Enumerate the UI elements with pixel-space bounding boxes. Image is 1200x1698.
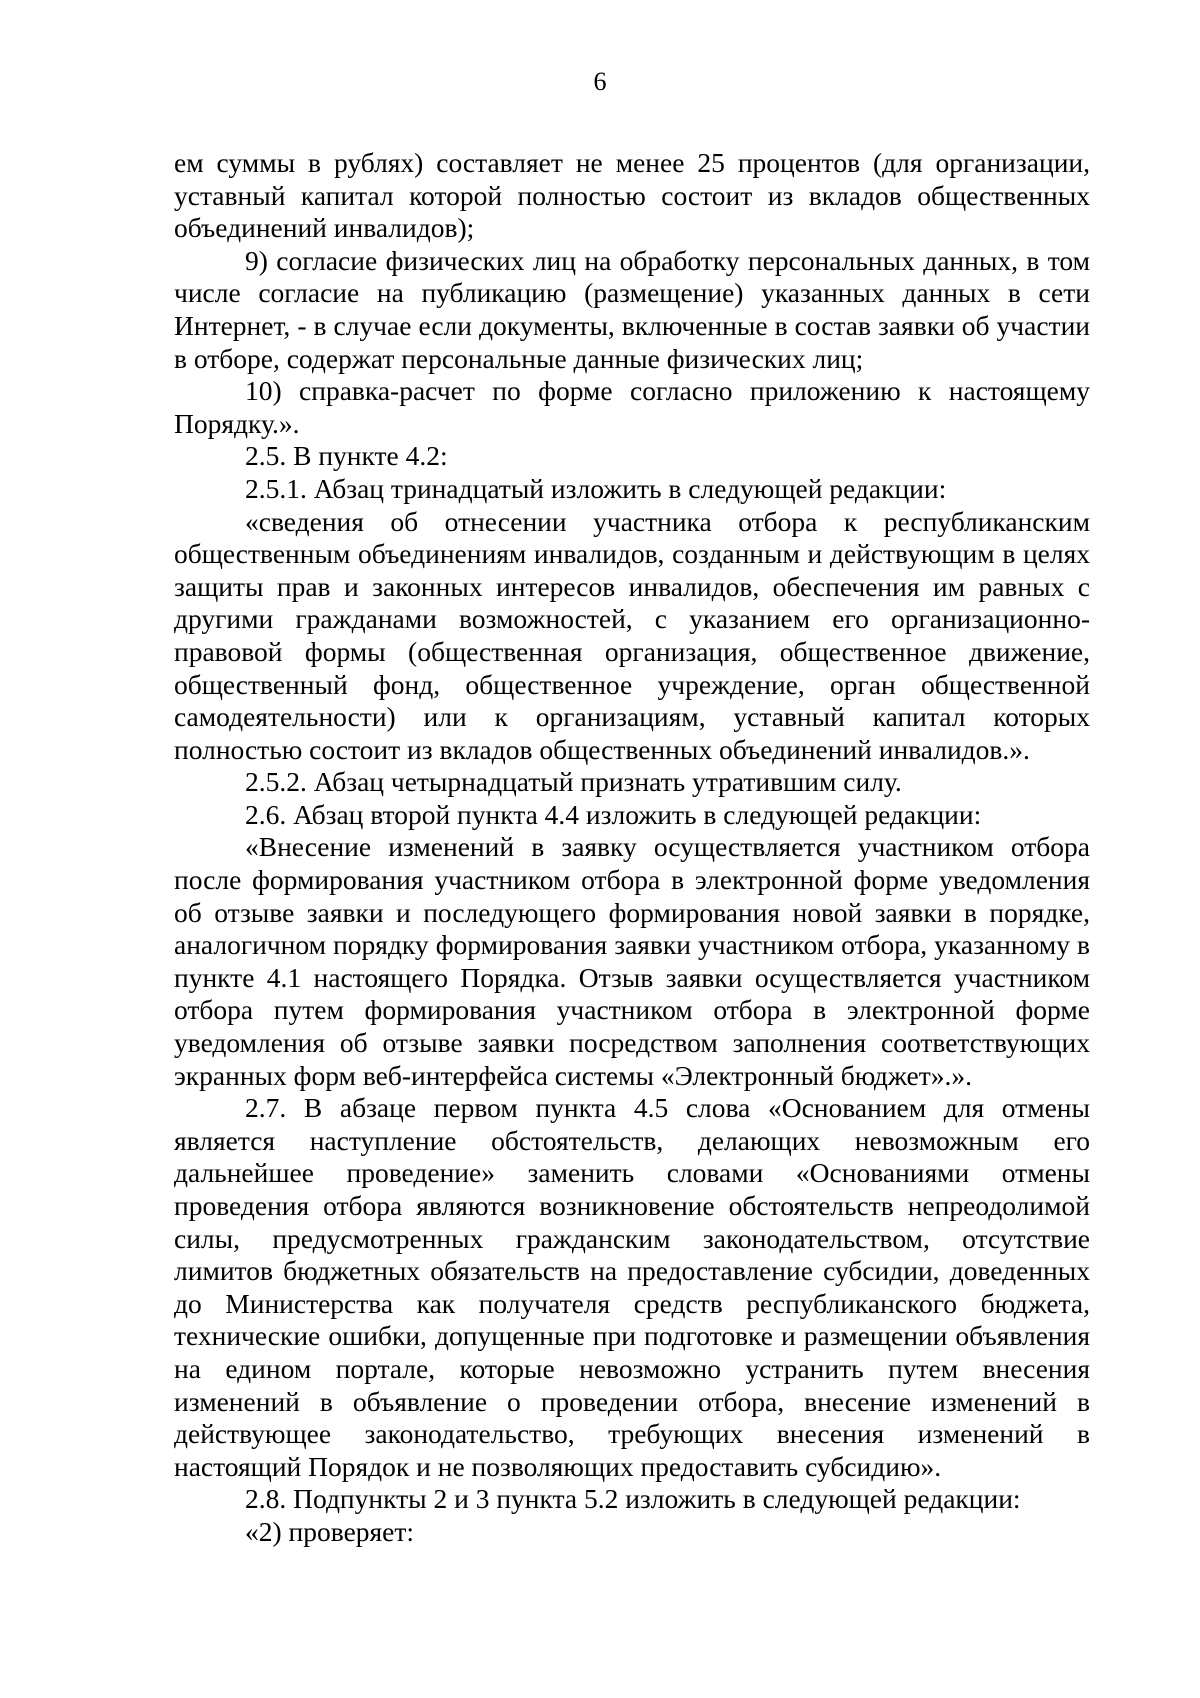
paragraph-continuation: ем суммы в рублях) составляет не менее 25 процентов (для организации, уставный капитал которой полностью состоит из вкладов общественных объединений инвалидов);: [174, 147, 1090, 244]
paragraph-item-10: 10) справка-расчет по форме согласно приложению к настоящему Порядку.».: [174, 375, 1090, 439]
paragraph-item-9: 9) согласие физических лиц на обработку персональных данных, в том числе согласие на публикацию (размещение) указанных данных в сети Интернет, - в случае если документы, включенные в состав заявки об участии в отборе, содержат персональные данные физических лиц;: [174, 244, 1090, 374]
paragraph-2-7: 2.7. В абзаце первом пункта 4.5 слова «Основанием для отмены является наступление обстоятельств, делающих невозможным его дальнейшее проведение» заменить словами «Основаниями отмены проведения отбора являются возникновение обстоятельств непреодолимой силы, предусмотренных гражданским законодательством, отсутствие лимитов бюджетных обязательств на предоставление субсидии, доведенных до Министерства как получателя средств республиканского бюджета, технические ошибки, допущенные при подготовке и размещении объявления на едином портале, которые невозможно устранить путем внесения изменений в объявление о проведении отбора, внесение изменений в действующее законодательство, требующих внесения изменений в настоящий Порядок и не позволяющих предоставить субсидию».: [174, 1092, 1090, 1482]
document-body: [174, 147, 1090, 1549]
page-number: 6: [593, 67, 607, 96]
paragraph-2-6: 2.6. Абзац второй пункта 4.4 изложить в следующей редакции:: [245, 798, 982, 830]
paragraph-2-5-2: 2.5.2. Абзац четырнадцатый признать утратившим силу.: [245, 766, 902, 798]
paragraph-2-5-1: 2.5.1. Абзац тринадцатый изложить в следующей редакции:: [245, 472, 947, 504]
paragraph-quote-proveryaet: «2) проверяет:: [245, 1515, 415, 1547]
paragraph-2-5: 2.5. В пункте 4.2:: [245, 440, 448, 472]
paragraph-quote-svedeniya: «сведения об отнесении участника отбора к республиканским общественным объединениям инвалидов, созданным и действующим в целях защиты прав и законных интересов инвалидов, обеспечения им равных с другими гражданами возможностей, с указанием его организационно-правовой формы (общественная организация, общественное движение, общественный фонд, общественное учреждение, орган общественной самодеятельности) или к организациям, уставный капитал которых полностью состоит из вкладов общественных объединений инвалидов.».: [174, 505, 1090, 765]
paragraph-2-8: 2.8. Подпункты 2 и 3 пункта 5.2 изложить в следующей редакции:: [245, 1483, 1021, 1515]
paragraph-quote-vnesenie: «Внесение изменений в заявку осуществляется участником отбора после формирования участником отбора в электронной форме уведомления об отзыве заявки и последующего формирования новой заявки в порядке, аналогичном порядку формирования заявки участником отбора, указанному в пункте 4.1 настоящего Порядка. Отзыв заявки осуществляется участником отбора путем формирования участником отбора в электронной форме уведомления об отзыве заявки посредством заполнения соответствующих экранных форм веб-интерфейса системы «Электронный бюджет».».: [174, 831, 1090, 1091]
